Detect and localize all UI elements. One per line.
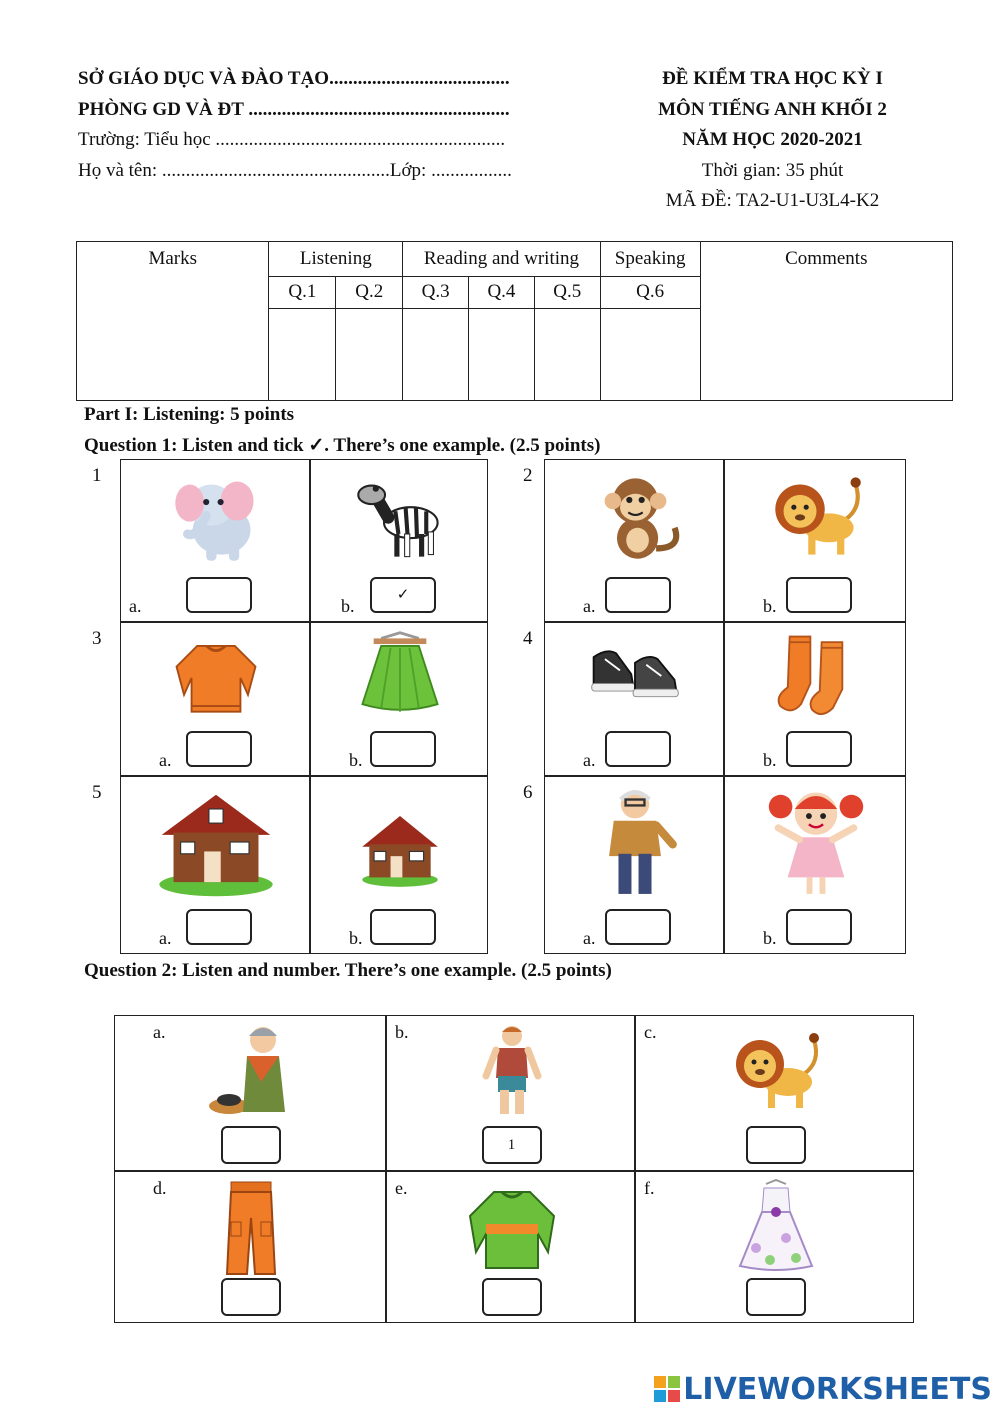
tick-answer-box[interactable] xyxy=(186,577,252,613)
q3-header: Q.3 xyxy=(403,277,469,309)
man-icon xyxy=(462,1022,562,1120)
q1-option-label: b. xyxy=(763,596,777,616)
zebra-icon xyxy=(349,466,452,569)
q2-item-c xyxy=(635,1015,914,1171)
skirt-icon xyxy=(353,629,447,723)
marks-header: Marks xyxy=(77,242,269,401)
q1-item-6-option-a xyxy=(544,776,724,954)
sweater-icon xyxy=(462,1178,562,1276)
lion-icon xyxy=(726,1022,826,1120)
q2-item-label: d. xyxy=(153,1178,167,1198)
q1-item-5-option-a xyxy=(120,776,310,954)
exam-year: NĂM HỌC 2020-2021 xyxy=(682,129,863,150)
liveworksheets-logo-icon xyxy=(654,1375,680,1401)
socks-icon xyxy=(769,629,863,723)
q1-item-number: 2 xyxy=(523,465,533,486)
header-right xyxy=(610,64,935,217)
number-answer-box[interactable]: 1 xyxy=(482,1126,542,1164)
q1-item-4-option-b xyxy=(724,622,906,776)
q1-item-2-option-b xyxy=(724,459,906,622)
tick-answer-box[interactable] xyxy=(786,731,852,767)
header-department: SỞ GIÁO DỤC VÀ ĐÀO TẠO...................................... xyxy=(78,68,510,89)
exam-code: MÃ ĐỀ: TA2-U1-U3L4-K2 xyxy=(665,190,880,211)
q1-option-label: b. xyxy=(763,928,777,948)
q2-item-a xyxy=(114,1015,386,1171)
q2-item-label: f. xyxy=(644,1178,655,1198)
sweater-icon xyxy=(169,629,263,723)
big-house-icon xyxy=(157,783,275,901)
number-answer-box[interactable] xyxy=(221,1278,281,1316)
q2-header: Q.2 xyxy=(336,277,403,309)
q2-item-label: a. xyxy=(153,1022,166,1042)
small-house-icon xyxy=(341,783,459,901)
q1-option-label: b. xyxy=(763,750,777,770)
q6-score[interactable] xyxy=(600,309,700,401)
q1-item-number: 6 xyxy=(523,782,533,803)
liveworksheets-logo xyxy=(654,1372,992,1407)
header-office: PHÒNG GD VÀ ĐT ....................................................... xyxy=(78,98,510,120)
q1-score[interactable] xyxy=(269,309,336,401)
trousers-icon xyxy=(201,1178,301,1276)
q1-item-number: 4 xyxy=(523,628,533,649)
q1-item-number: 1 xyxy=(92,465,102,486)
old-man-icon xyxy=(576,783,694,901)
q4-score[interactable] xyxy=(469,309,535,401)
q5-score[interactable] xyxy=(534,309,600,401)
listening-header: Listening xyxy=(269,242,403,277)
q1-option-label: b. xyxy=(341,596,355,616)
q1-item-number: 5 xyxy=(92,782,102,803)
q1-item-3-option-a xyxy=(120,622,310,776)
liveworksheets-text: LIVEWORKSHEETS xyxy=(683,1372,992,1407)
q2-item-label: c. xyxy=(644,1022,657,1042)
q2-score[interactable] xyxy=(336,309,403,401)
tick-answer-box[interactable] xyxy=(370,731,436,767)
number-answer-box[interactable] xyxy=(746,1278,806,1316)
q3-score[interactable] xyxy=(403,309,469,401)
comments-header: Comments xyxy=(700,242,952,401)
exam-time: Thời gian: 35 phút xyxy=(701,159,844,181)
q1-item-1-option-b xyxy=(310,459,488,622)
header-left xyxy=(78,64,512,186)
number-answer-box[interactable] xyxy=(221,1126,281,1164)
q1-option-label: b. xyxy=(349,928,363,948)
marks-table xyxy=(76,241,953,401)
tick-answer-box[interactable] xyxy=(786,577,852,613)
exam-title: ĐỀ KIỂM TRA HỌC KỲ I xyxy=(662,68,883,89)
q2-item-label: e. xyxy=(395,1178,408,1198)
q1-title: Question 1: Listen and tick ✓. There’s one example. (2.5 points) xyxy=(84,435,601,456)
shoes-icon xyxy=(588,629,682,723)
q2-item-d xyxy=(114,1171,386,1323)
tick-answer-box[interactable] xyxy=(605,909,671,945)
tick-answer-box[interactable] xyxy=(786,909,852,945)
q1-item-2-option-a xyxy=(544,459,724,622)
tick-answer-box[interactable] xyxy=(605,731,671,767)
q2-item-f xyxy=(635,1171,914,1323)
q1-option-label: a. xyxy=(159,928,172,948)
q1-item-4-option-a xyxy=(544,622,724,776)
q1-item-1-option-a xyxy=(120,459,310,622)
q2-item-e xyxy=(386,1171,635,1323)
q1-header: Q.1 xyxy=(269,277,336,309)
header-name-class: Họ và tên: ................................................Lớp: ................. xyxy=(78,159,512,181)
monkey-icon xyxy=(584,466,687,569)
q6-header: Q.6 xyxy=(600,277,700,309)
q1-item-5-option-b xyxy=(310,776,488,954)
q1-option-label: a. xyxy=(129,596,142,616)
tick-answer-box[interactable] xyxy=(186,909,252,945)
tick-answer-box[interactable] xyxy=(186,731,252,767)
girl-icon xyxy=(757,783,875,901)
part1-title: Part I: Listening: 5 points xyxy=(84,404,295,425)
lion-icon xyxy=(765,466,868,569)
header-school: Trường: Tiểu học ............................................................. xyxy=(78,129,506,150)
q1-item-number: 3 xyxy=(92,628,102,649)
tick-answer-box[interactable] xyxy=(370,909,436,945)
q1-option-label: a. xyxy=(583,596,596,616)
number-answer-box[interactable] xyxy=(482,1278,542,1316)
tick-answer-box[interactable] xyxy=(605,577,671,613)
reading-writing-header: Reading and writing xyxy=(403,242,601,277)
exam-subject: MÔN TIẾNG ANH KHỐI 2 xyxy=(658,98,887,120)
tick-answer-box[interactable]: ✓ xyxy=(370,577,436,613)
q1-option-label: a. xyxy=(159,750,172,770)
q2-title: Question 2: Listen and number. There’s one example. (2.5 points) xyxy=(84,960,612,981)
q1-option-label: b. xyxy=(349,750,363,770)
q1-option-label: a. xyxy=(583,928,596,948)
grandmother-icon xyxy=(201,1022,301,1120)
q5-header: Q.5 xyxy=(534,277,600,309)
q1-item-3-option-b xyxy=(310,622,488,776)
q2-item-b xyxy=(386,1015,635,1171)
elephant-icon xyxy=(165,466,268,569)
speaking-header: Speaking xyxy=(600,242,700,277)
q4-header: Q.4 xyxy=(469,277,535,309)
dress-icon xyxy=(726,1178,826,1276)
q1-item-6-option-b xyxy=(724,776,906,954)
q2-item-label: b. xyxy=(395,1022,409,1042)
q1-option-label: a. xyxy=(583,750,596,770)
number-answer-box[interactable] xyxy=(746,1126,806,1164)
